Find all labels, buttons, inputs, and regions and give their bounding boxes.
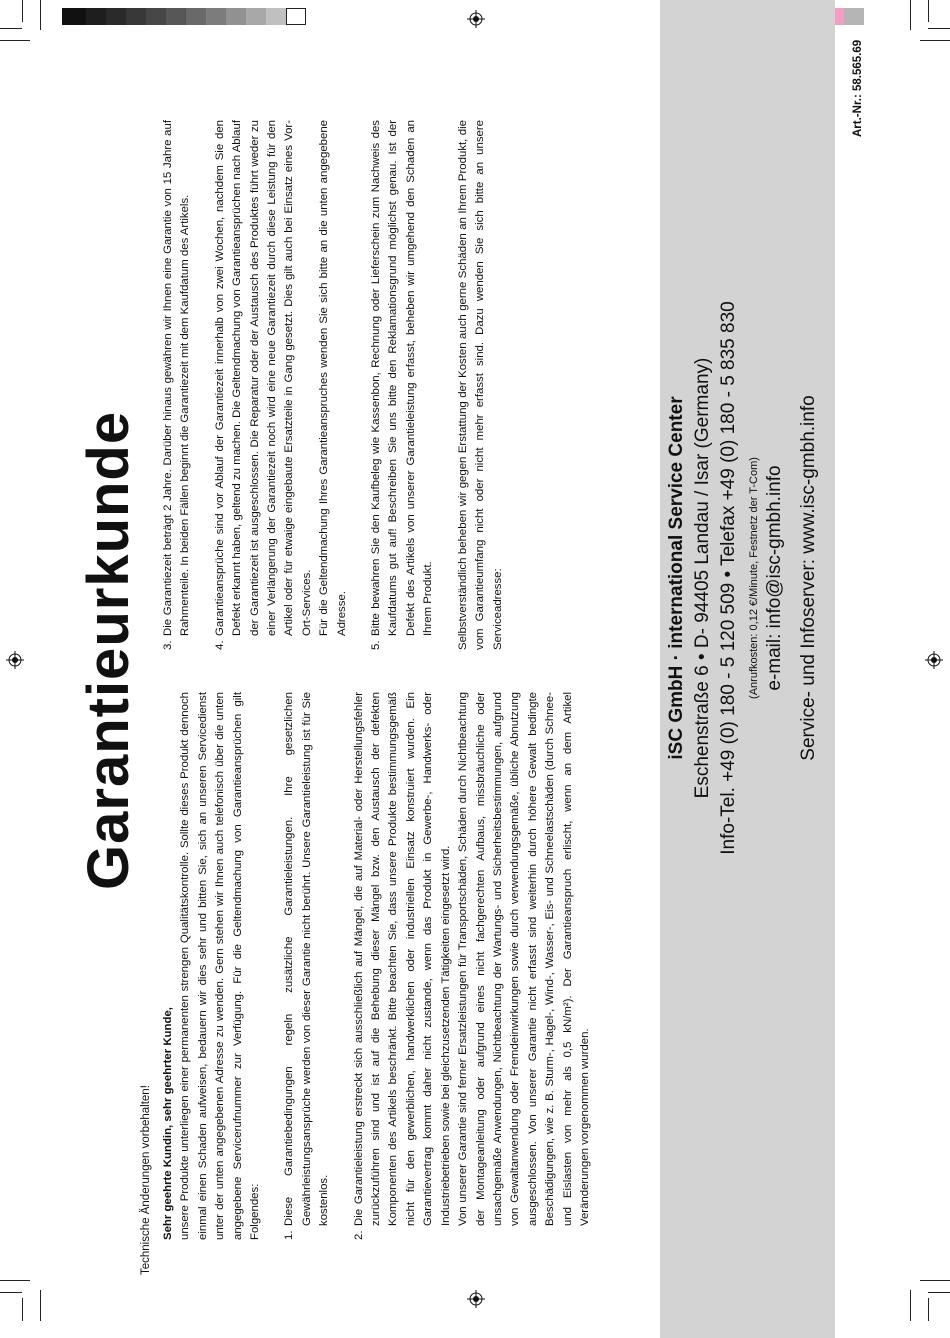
text-column-left — [160, 692, 594, 1240]
registration-mark-icon — [467, 10, 485, 28]
page-title: Garantieurkunde — [76, 410, 141, 890]
list-item: 2. Die Garantieleistung erstreckt sich ausschließlich auf Mängel, die auf Material- oder Herstellungsfehler zurückzuführen sind und ist auf die Behebung dieser Mängel bzw. den Austausch der defekten Komponenten des Artikels beschränkt. Bitte beachten Sie, dass unsere Produkte bestimmungsgemäß nicht für den gewerblichen, handwerklichen oder industriellen Einsatz konstruiert wurden. Ein Garantievertrag kommt daher nicht zustande, wenn das Produkt in Gewerbe-, Handwerks- oder Industriebetrieben sowie bei gleichzusetzenden Tätigkeiten eingesetzt wird. Von unserer Garantie sind ferner Ersatzleistungen für Transportschäden, Schäden durch Nichtbeachtung der Montageanleitung oder aufgrund eines nicht fachgerechten Aufbaus, missbräuchliche oder unsachgemäße Anwendungen, Nichtbeachtung der Wartungs- und Sicherheitsbestimmungen, aufgrund von Gewaltanwendung oder Fremdeinwirkungen sowie durch verwendungsgemäße, übliche Abnutzung ausgeschlossen. Von unserer Garantie nicht erfasst sind weiterhin durch höhere Gewalt bedingte Beschädigungen, wie z. B. Sturm-, Hagel-, Wind-, Wasser-, Eis- und Schneelastschäden (durch Schnee- und Eislasten von mehr als 0,5 kN/m²). Der Garantieanspruch erlischt, wenn an dem Artikel Veränderungen vorgenommen wurden. — [352, 692, 591, 1240]
service-phones: Info-Tel. +49 (0) 180 - 5 120 509 • Telefax +49 (0) 180 - 5 835 830 — [718, 301, 739, 855]
company-name: iSC GmbH · international Service Center — [666, 396, 687, 760]
registration-mark-icon — [925, 651, 943, 669]
crop-mark — [22, 1298, 23, 1321]
rotated-page — [76, 39, 870, 1275]
cost-note: (Anrufkosten: 0,12 €/Minute, Festnetz der T-Com) — [748, 457, 760, 699]
registration-mark-icon — [467, 1290, 485, 1308]
closing-paragraph: Selbstverständlich beheben wir gegen Erstattung der Kosten auch gerne Schäden an Ihrem Produkt, die vom Garantieumfang nicht oder nicht mehr erfasst sind. Dazu wenden Sie sich bitte an unsere Serviceadresse: — [456, 120, 504, 650]
crop-mark — [928, 1292, 950, 1293]
list-item: 5. Bitte bewahren Sie den Kaufbeleg wie Kassenbon, Rechnung oder Lieferschein zum Nachweis des Kaufdatums gut auf! Beschreiben Sie uns bitte den Reklamationsgrund möglichst genau. Ist der Defekt des Artikels von unserer Garantieleistung erfasst, beheben wir umgehend den Schaden an Ihrem Produkt. — [370, 120, 435, 650]
crop-mark — [910, 1290, 911, 1321]
crop-mark — [0, 28, 22, 29]
crop-mark — [0, 40, 30, 41]
crop-mark — [928, 0, 929, 22]
service-email[interactable]: e-mail: info@isc-gmbh.info — [764, 465, 785, 691]
crop-mark — [40, 1290, 41, 1321]
service-web[interactable]: Service- und Infoserver: www.isc-gmbh.info — [798, 395, 819, 761]
crop-mark — [0, 1280, 30, 1281]
crop-mark — [928, 28, 950, 29]
greeting: Sehr geehrte Kundin, sehr geehrter Kunde, — [162, 1007, 174, 1240]
crop-mark — [928, 1298, 929, 1321]
gray-scale-bar — [62, 8, 306, 25]
list-item: 4. Garantieansprüche sind vor Ablauf der Garantiezeit innerhalb von zwei Wochen, nachdem Sie den Defekt erkannt haben, geltend zu machen. Die Geltendmachung von Garantieansprüchen nach Ablauf der Garantiezeit ist ausgeschlossen. Die Reparatur oder der Austausch des Produktes führt weder zu einer Verlängerung der Garantiezeit noch wird eine neue Garantiezeit durch diese Leistung für den Artikel oder für etwaige eingebaute Ersatzteile in Gang gesetzt. Dies gilt auch bei Einsatz eines Vor-Ort-Services. Für die Geltendmachung Ihres Garantieanspruches wenden Sie sich bitte an die unten angegebene Adresse. — [213, 120, 348, 650]
crop-mark — [920, 40, 950, 41]
crop-mark — [40, 0, 41, 30]
intro-paragraph: unsere Produkte unterliegen einer permanenten strengen Qualitätskontrolle. Sollte dieses Produkt dennoch einmal einen Schaden aufweisen, bedauern wir dies sehr und bitten Sie, sich an unseren Servicedienst unter der unten angegebenen Adresse zu wenden. Gern stehen wir Ihnen auch telefonisch über die unten angegebene Servicerufnummer zur Verfügung. Für die Geltendmachung von Garantieansprüchen gilt Folgendes: — [179, 692, 262, 1240]
article-number: Art.-Nr.: 58.565.69 — [852, 39, 864, 137]
crop-mark — [920, 1280, 950, 1281]
crop-mark — [22, 0, 23, 22]
registration-mark-icon — [6, 651, 24, 669]
list-item: 1. Diese Garantiebedingungen regeln zusätzliche Garantieleistungen. Ihre gesetzlichen Gewährleistungsansprüche werden von dieser Garantie nicht berührt. Unsere Garantieleistung ist für Sie kostenlos. — [283, 692, 331, 1240]
list-item: 3. Die Garantiezeit beträgt 2 Jahre. Darüber hinaus gewähren wir Ihnen eine Garantie von 15 Jahre auf Rahmenteile. In beiden Fällen beginnt die Garantiezeit mit dem Kaufdatum des Artikels. — [162, 120, 192, 650]
service-box — [660, 0, 835, 1338]
crop-mark — [910, 0, 911, 30]
service-address: Eschenstraße 6 • D- 94405 Landau / Isar (Germany) — [692, 357, 713, 799]
footer-note: Technische Änderungen vorbehalten! — [140, 1085, 152, 1275]
text-column-right — [160, 120, 524, 650]
crop-mark — [0, 1292, 22, 1293]
